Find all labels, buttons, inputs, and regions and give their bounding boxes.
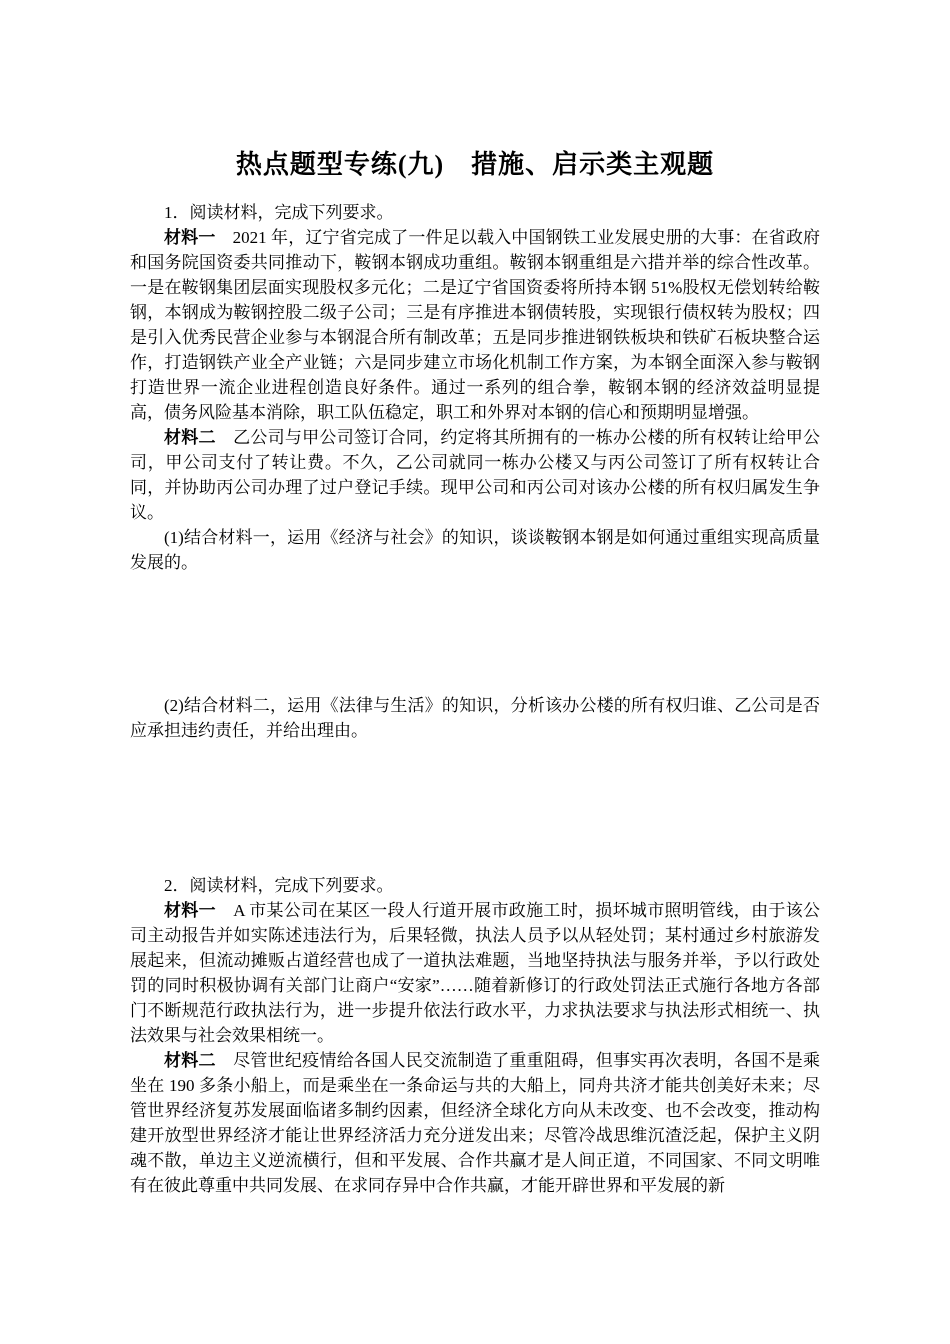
page-title: 热点题型专练(九) 措施、启示类主观题	[235, 150, 715, 179]
question-1-sub-question-1: (1)结合材料一，运用《经济与社会》的知识，谈谈鞍钢本钢是如何通过重组实现高质量发展的。	[130, 528, 820, 572]
material-2-label: 材料二	[164, 1051, 216, 1070]
question-2-intro: 2．阅读材料，完成下列要求。	[164, 876, 394, 895]
question-2-material-1	[130, 898, 820, 1048]
material-1-label: 材料一	[164, 901, 216, 920]
question-1-intro: 1．阅读材料，完成下列要求。	[164, 203, 394, 222]
question-1-material-2	[130, 425, 820, 525]
material-1-text: 2021 年，辽宁省完成了一件足以载入中国钢铁工业发展史册的大事：在省政府和国务院国资委共同推动下，鞍钢本钢成功重组。鞍钢本钢重组是六措并举的综合性改革。一是在鞍钢集团层面实现股权多元化；二是辽宁省国资委将所持本钢 51%股权无偿划转给鞍钢，本钢成为鞍钢控股二级子公司；三是有序推进本钢债转股，实现银行债权转为股权；四是引入优秀民营企业参与本钢混合所有制改革；五是同步推进钢铁板块和铁矿石板块整合运作，打造钢铁产业全产业链；六是同步建立市场化机制工作方案，为本钢全面深入参与鞍钢打造世界一流企业进程创造良好条件。通过一系列的组合拳，鞍钢本钢的经济效益明显提高，债务风险基本消除，职工队伍稳定，职工和外界对本钢的信心和预期明显增强。	[130, 228, 821, 422]
material-1-text: A 市某公司在某区一段人行道开展市政施工时，损坏城市照明管线，由于该公司主动报告并如实陈述违法行为，后果轻微，执法人员予以从轻处罚；某村通过乡村旅游发展起来，但流动摊贩占道经营也成了一道执法难题，当地坚持执法与服务并举，予以行政处罚的同时积极协调有关部门让商户“安家”……随着新修订的行政处罚法正式施行各地方各部门不断规范行政执法行为，进一步提升依法行政水平，力求执法要求与执法形式相统一、执法效果与社会效果相统一。	[130, 901, 821, 1045]
material-1-label: 材料一	[164, 228, 216, 247]
question-2-material-2	[130, 1048, 820, 1198]
answer-space-1	[130, 575, 820, 693]
answer-space-2	[130, 743, 820, 873]
question-1-sub-question-2: (2)结合材料二，运用《法律与生活》的知识，分析该办公楼的所有权归谁、乙公司是否应承担违约责任，并给出理由。	[130, 696, 820, 740]
material-2-text: 乙公司与甲公司签订合同，约定将其所拥有的一栋办公楼的所有权转让给甲公司，甲公司支付了转让费。不久，乙公司就同一栋办公楼又与丙公司签订了所有权转让合同，并协助丙公司办理了过户登记手续。现甲公司和丙公司对该办公楼的所有权归属发生争议。	[130, 428, 821, 522]
material-2-text: 尽管世纪疫情给各国人民交流制造了重重阻碍，但事实再次表明，各国不是乘坐在 190 多条小船上，而是乘坐在一条命运与共的大船上，同舟共济才能共创美好未来；尽管世界经济复苏发展面临诸多制约因素，但经济全球化方向从未改变、也不会改变，推动构建开放型世界经济才能让世界经济活力充分迸发出来；尽管冷战思维沉渣泛起，保护主义阴魂不散，单边主义逆流横行，但和平发展、合作共赢才是人间正道，不同国家、不同文明唯有在彼此尊重中共同发展、在求同存异中合作共赢，才能开辟世界和平发展的新	[130, 1051, 821, 1195]
material-2-label: 材料二	[164, 428, 216, 447]
question-1-material-1	[130, 225, 820, 425]
